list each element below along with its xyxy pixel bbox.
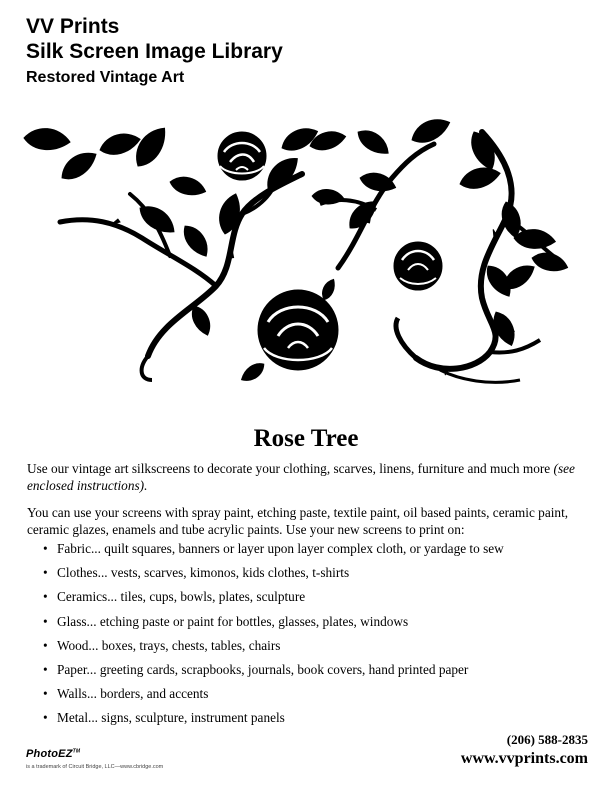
description [27, 460, 587, 734]
trademark-notice: is a trademark of Circuit Bridge, LLC—www.cbridge.com [26, 764, 164, 770]
contact-block [461, 732, 588, 768]
rose-bloom-small [394, 242, 442, 290]
paints-paragraph: You can use your screens with spray paint, etching paste, textile paint, oil based paints, ceramic paint, ceramic glazes, enamels and tube acrylic paints. Use your new screens to print on: [27, 505, 569, 537]
rose-bloom-top [218, 132, 266, 180]
library-title: Silk Screen Image Library [26, 40, 283, 64]
list-item: • Paper... greeting cards, scrapbooks, journals, book covers, hand printed paper [43, 661, 587, 678]
rose-vine-artwork [20, 118, 592, 408]
list-item: • Metal... signs, sculpture, instrument panels [43, 709, 587, 726]
uses-list [27, 540, 587, 726]
library-subtitle: Restored Vintage Art [26, 69, 185, 87]
list-item: • Clothes... vests, scarves, kimonos, kids clothes, t-shirts [43, 564, 587, 581]
list-item: • Fabric... quilt squares, banners or layer upon layer complex cloth, or yardage to sew [43, 540, 587, 557]
brand-name: VV Prints [26, 15, 120, 38]
website-link[interactable]: www.vvprints.com [460, 750, 588, 767]
list-item: • Wood... boxes, trays, chests, tables, chairs [43, 637, 587, 654]
logo-name: PhotoEZ [26, 748, 73, 760]
brand-header [26, 14, 283, 88]
list-item: • Ceramics... tiles, cups, bowls, plates, sculpture [43, 588, 587, 605]
photoez-logo [26, 744, 163, 770]
rose-bloom-large [238, 277, 339, 385]
intro-paragraph [27, 460, 587, 494]
instructions-note: (see enclosed instructions). [27, 461, 575, 493]
image-title: Rose Tree [253, 425, 359, 452]
logo-tm: TM [72, 748, 81, 755]
phone-number: (206) 588-2835 [506, 732, 588, 747]
list-item: • Walls... borders, and accents [43, 685, 587, 702]
logo-wordmark [26, 748, 80, 760]
intro-text: Use our vintage art silkscreens to decorate your clothing, scarves, linens, furniture and much more [27, 461, 554, 476]
list-item: • Glass... etching paste or paint for bottles, glasses, plates, windows [43, 613, 587, 630]
